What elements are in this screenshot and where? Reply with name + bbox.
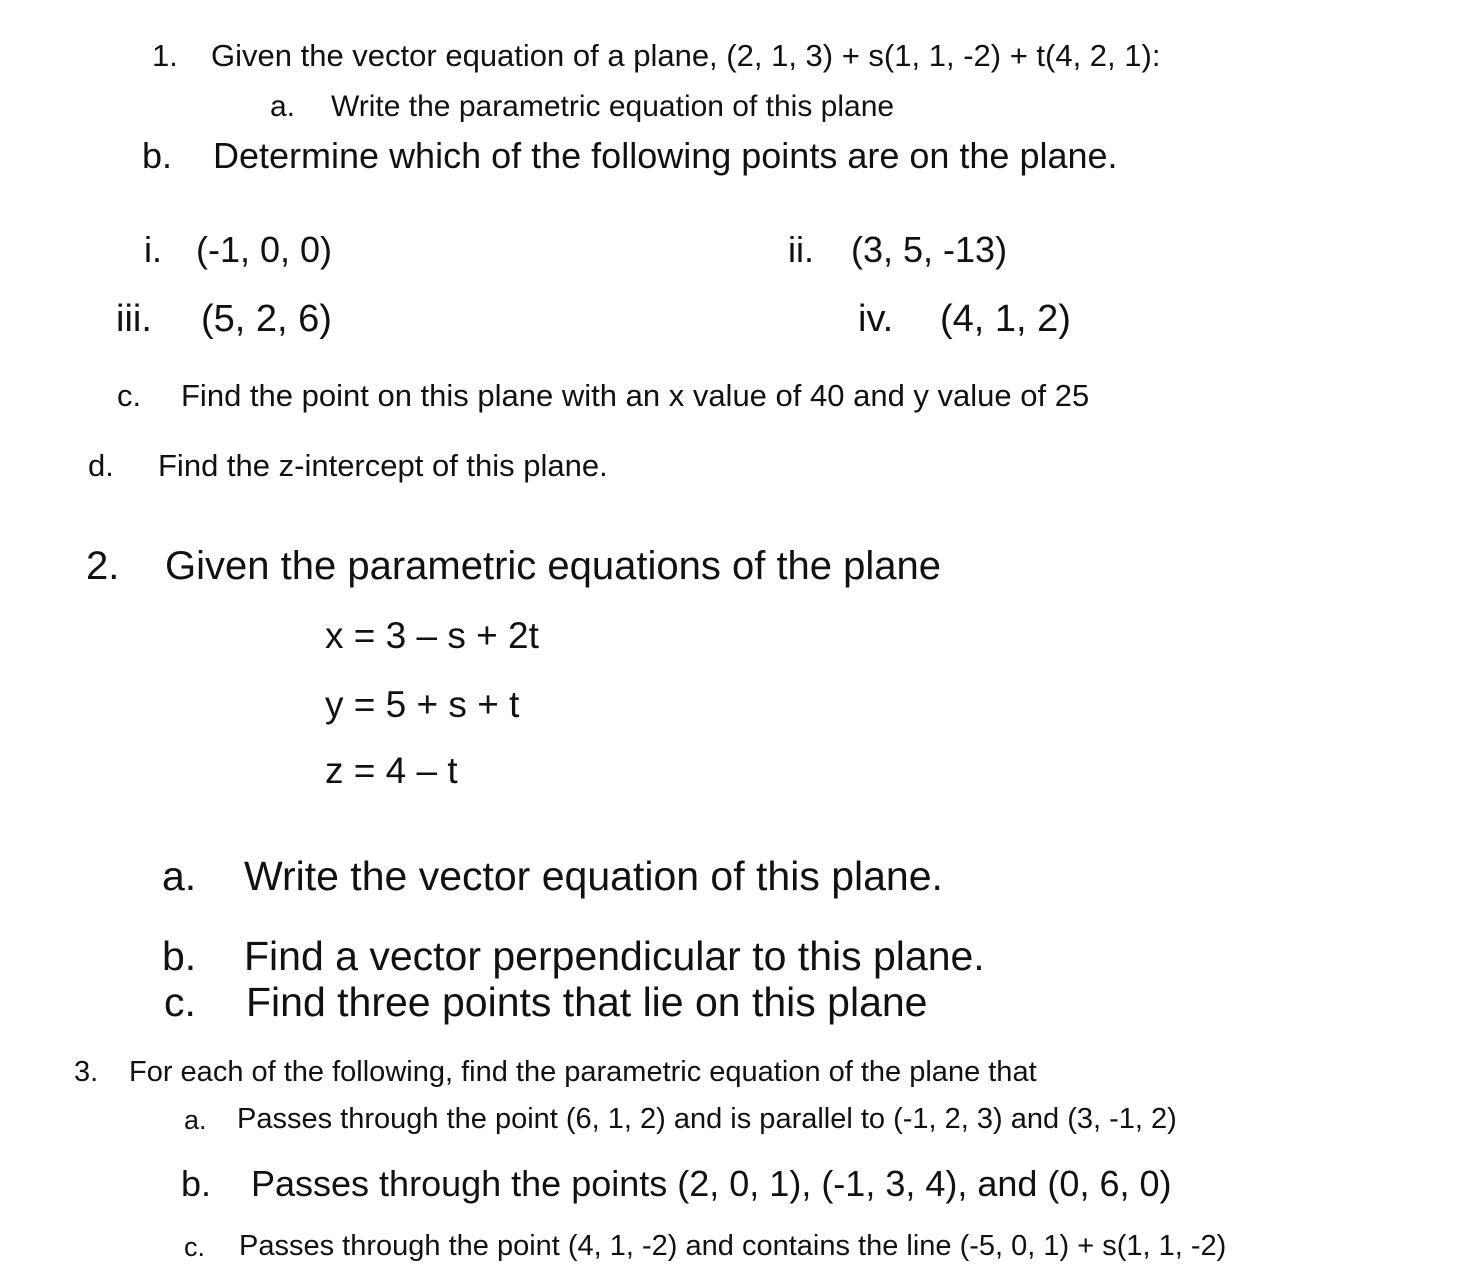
part-text: Passes through the point (4, 1, -2) and contains the line (-5, 0, 1) + s(1, 1, -2) [239, 1230, 1227, 1262]
point-label: iii. [116, 298, 152, 340]
equation-y: y = 5 + s + t [325, 684, 520, 725]
question-number: 2. [86, 544, 120, 588]
part-text: Write the vector equation of this plane. [244, 853, 943, 899]
point-label: iv. [858, 298, 894, 340]
part-label: c. [164, 979, 196, 1025]
point-value: (5, 2, 6) [201, 298, 332, 340]
part-label: a. [184, 1105, 207, 1135]
point-value: (-1, 0, 0) [196, 229, 333, 270]
point-label: i. [144, 229, 162, 270]
part-text: Determine which of the following points are on the plane. [213, 135, 1118, 176]
question-number: 1. [152, 38, 178, 73]
point-value: (4, 1, 2) [940, 298, 1071, 340]
part-text: Find the z-intercept of this plane. [158, 448, 608, 483]
question-stem: Given the vector equation of a plane, (2, 1, 3) + s(1, 1, -2) + t(4, 2, 1): [211, 38, 1161, 73]
question-number: 3. [74, 1056, 99, 1088]
part-label: c. [184, 1232, 206, 1262]
question-stem: For each of the following, find the parametric equation of the plane that [129, 1056, 1037, 1088]
equation-z: z = 4 – t [325, 750, 458, 791]
question-stem: Given the parametric equations of the plane [165, 544, 942, 588]
part-text: Passes through the point (6, 1, 2) and is parallel to (-1, 2, 3) and (3, -1, 2) [237, 1103, 1177, 1135]
point-value: (3, 5, -13) [851, 229, 1008, 270]
point-label: ii. [788, 229, 814, 270]
part-text: Find three points that lie on this plane [246, 979, 928, 1025]
part-label: a. [162, 853, 197, 899]
part-label: a. [270, 90, 296, 123]
part-label: b. [162, 933, 197, 979]
part-label: c. [117, 378, 142, 413]
part-label: b. [181, 1163, 212, 1204]
part-text: Find the point on this plane with an x value of 40 and y value of 25 [181, 378, 1090, 413]
part-text: Write the parametric equation of this plane [331, 90, 895, 123]
part-text: Passes through the points (2, 0, 1), (-1, 3, 4), and (0, 6, 0) [251, 1163, 1172, 1204]
part-label: d. [88, 448, 114, 483]
part-text: Find a vector perpendicular to this plane. [244, 933, 985, 979]
part-label: b. [142, 135, 173, 176]
equation-x: x = 3 – s + 2t [325, 615, 539, 656]
